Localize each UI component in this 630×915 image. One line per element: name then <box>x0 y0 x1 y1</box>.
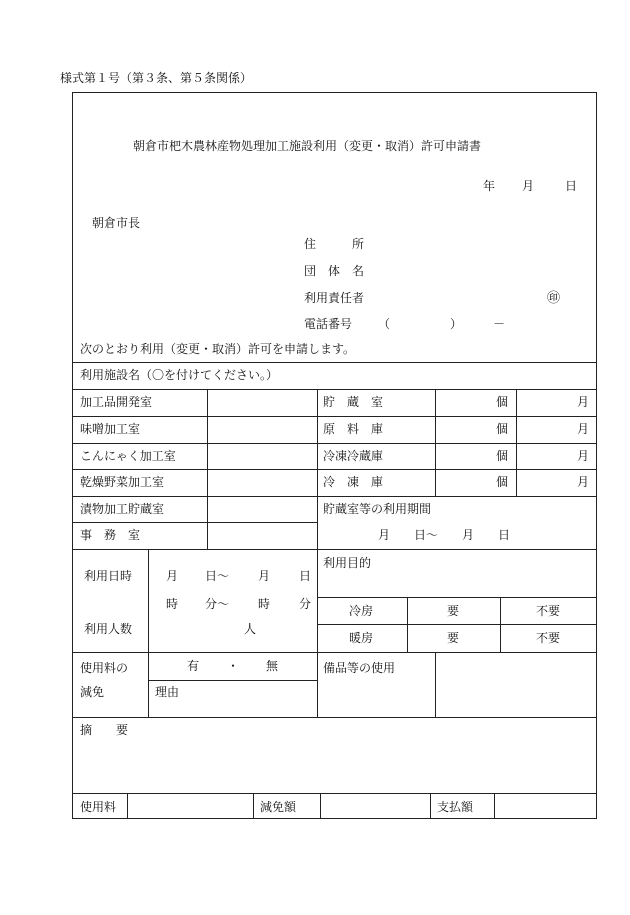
reason-label: 理由 <box>155 685 180 699</box>
heating-no-need: 不要 <box>536 631 561 645</box>
unit-piece: 個 <box>496 449 509 463</box>
unit-month: 月 <box>577 422 590 436</box>
unit-piece: 個 <box>496 475 509 489</box>
storage-period-label: 貯蔵室等の利用期間 <box>323 502 432 516</box>
date-month-2: 月 <box>258 569 271 583</box>
address-label: 住 所 <box>304 237 365 251</box>
cooling-no-need: 不要 <box>536 604 561 618</box>
time-hour-1: 時 <box>166 597 179 611</box>
time-minute-1: 分～ <box>205 597 230 611</box>
date-year: 年 <box>483 179 496 193</box>
equipment-label: 備品等の使用 <box>323 661 396 675</box>
summary-label: 摘 要 <box>80 723 129 737</box>
facility-right-item: 冷 凍 庫 <box>323 475 384 489</box>
unit-month: 月 <box>577 395 590 409</box>
facility-left-item: 乾燥野菜加工室 <box>80 475 165 489</box>
facility-right-item: 貯 蔵 室 <box>323 395 384 409</box>
unit-piece: 個 <box>496 422 509 436</box>
users-unit: 人 <box>244 622 257 636</box>
phone-close-paren: ） <box>450 317 463 331</box>
fee-reduction-label: 使用料の <box>80 661 129 675</box>
date-day-1: 日～ <box>205 569 230 583</box>
group-name-label: 団 体 名 <box>304 264 365 278</box>
facility-left-item: 加工品開発室 <box>80 395 153 409</box>
time-minute-2: 分 <box>299 597 312 611</box>
facility-right-item: 冷凍冷蔵庫 <box>323 449 384 463</box>
footer-reduction-label: 減免額 <box>260 800 297 814</box>
unit-piece: 個 <box>496 395 509 409</box>
date-day-2: 日 <box>299 569 312 583</box>
footer-payment-label: 支払額 <box>437 800 474 814</box>
cooling-label: 冷房 <box>349 604 374 618</box>
phone-dash: － <box>493 317 506 331</box>
users-label: 利用人数 <box>84 622 133 636</box>
facility-right-item: 原 料 庫 <box>323 422 384 436</box>
form-number: 様式第１号（第３条、第５条関係） <box>60 71 253 85</box>
phone-label: 電話番号 <box>304 317 353 331</box>
fee-no-option: 無 <box>266 659 279 673</box>
heating-need: 要 <box>447 631 460 645</box>
usage-datetime-label: 利用日時 <box>84 569 133 583</box>
facility-left-item: 漬物加工貯蔵室 <box>80 502 165 516</box>
facility-left-item: 事 務 室 <box>80 528 141 542</box>
purpose-label: 利用目的 <box>323 556 372 570</box>
heating-label: 暖房 <box>349 631 374 645</box>
footer-fee-label: 使用料 <box>80 800 117 814</box>
time-hour-2: 時 <box>258 597 271 611</box>
facility-header: 利用施設名（〇を付けてください。） <box>80 368 279 382</box>
fee-yes-option: 有 <box>187 659 200 673</box>
form-title: 朝倉市杷木農林産物処理加工施設利用（変更・取消）許可申請書 <box>133 139 482 153</box>
facility-left-item: 味噌加工室 <box>80 422 141 436</box>
facility-left-item: こんにゃく加工室 <box>80 449 176 463</box>
date-month: 月 <box>522 179 535 193</box>
phone-open-paren: （ <box>378 317 391 331</box>
date-day: 日 <box>565 179 578 193</box>
cooling-need: 要 <box>447 604 460 618</box>
request-text: 次のとおり利用（変更・取消）許可を申請します。 <box>80 342 356 356</box>
storage-period-value: 月 日～ 月 日 <box>378 528 511 542</box>
responsible-person-label: 利用責任者 <box>304 291 365 305</box>
seal-mark: ㊞ <box>547 291 561 306</box>
date-month-1: 月 <box>166 569 179 583</box>
fee-reduction-label-2: 減免 <box>80 685 105 699</box>
addressee: 朝倉市長 <box>92 216 141 230</box>
unit-month: 月 <box>577 475 590 489</box>
fee-dot: ・ <box>227 659 240 673</box>
unit-month: 月 <box>577 449 590 463</box>
